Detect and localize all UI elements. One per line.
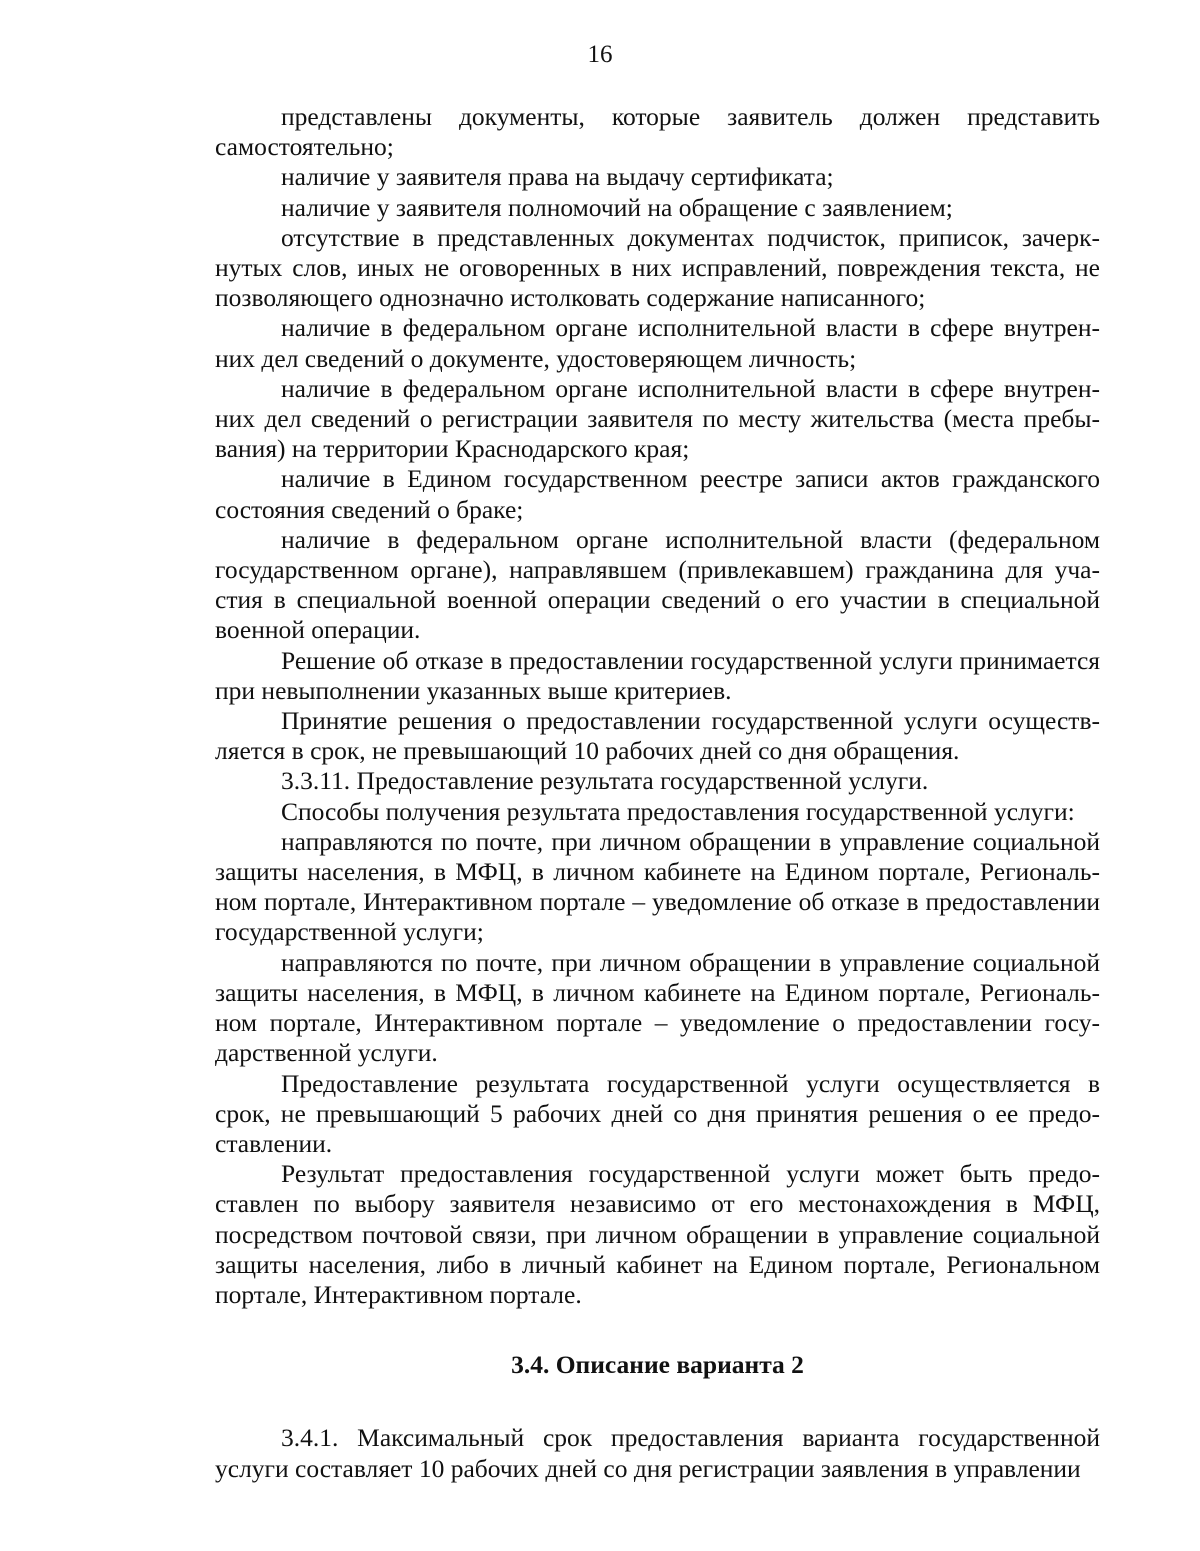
- paragraph: Решение об отказе в предоставлении государственной услуги принимается при невыполнении указанных выше критериев.: [215, 645, 1100, 705]
- section-paragraph: 3.4.1. Максимальный срок предоставления варианта государственной услуги составляет 10 рабочих дней со дня регистрации заявления в управлении: [215, 1423, 1100, 1483]
- paragraph: Предоставление результата государственной услуги осуществляется в срок, не превышающий 5 рабочих дней со дня принятия решения о ее предоставлении.: [215, 1068, 1100, 1158]
- section-heading: 3.4. Описание варианта 2: [511, 1350, 804, 1380]
- paragraph: отсутствие в представленных документах подчисток, приписок, зачеркнутых слов, иных не оговоренных в них исправлений, повреждения текста, не позволяющего однозначно истолковать содержание написанного;: [215, 222, 1100, 313]
- paragraph: Результат предоставления государственной услуги может быть предоставлен по выбору заявителя независимо от его местонахождения в МФЦ, посредством почтовой связи, при личном обращении в управление социальной защиты населения, либо в личный кабинет на Едином портале, Региональном портале, Интерактивном портале.: [215, 1159, 1100, 1309]
- paragraph: наличие в федеральном органе исполнительной власти (федеральном государственном органе), направлявшем (привлекавшем) гражданина для участия в специальной военной операции сведений о его участии в специальной военной операции.: [215, 524, 1100, 645]
- paragraph: наличие у заявителя полномочий на обращение с заявлением;: [281, 192, 953, 222]
- paragraph: направляются по почте, при личном обращении в управление социальной защиты населения, в МФЦ, в личном кабинете на Едином портале, Региональном портале, Интерактивном портале – уведомление об отказе в предоставлении государственной услуги;: [215, 826, 1100, 947]
- paragraph: 3.3.11. Предоставление результата государственной услуги.: [281, 766, 929, 796]
- document-body: [215, 102, 1100, 1484]
- paragraph: представлены документы, которые заявитель должен представить самостоятельно;: [215, 102, 1100, 162]
- paragraph: наличие у заявителя права на выдачу сертификата;: [281, 162, 834, 192]
- paragraph: наличие в федеральном органе исполнительной власти в сфере внутренних дел сведений о регистрации заявителя по месту жительства (места пребывания) на территории Краснодарского края;: [215, 373, 1100, 464]
- paragraph: Способы получения результата предоставления государственной услуги:: [281, 796, 1075, 826]
- page-number: 16: [587, 41, 613, 68]
- paragraph: наличие в Едином государственном реестре записи актов гражданского состояния сведений о браке;: [215, 464, 1100, 524]
- paragraph: наличие в федеральном органе исполнительной власти в сфере внутренних дел сведений о документе, удостоверяющем личность;: [215, 313, 1100, 373]
- paragraph: Принятие решения о предоставлении государственной услуги осуществляется в срок, не превышающий 10 рабочих дней со дня обращения.: [215, 706, 1100, 766]
- paragraph: направляются по почте, при личном обращении в управление социальной защиты населения, в МФЦ, в личном кабинете на Едином портале, Региональном портале, Интерактивном портале – уведомление о предоставлении государственной услуги.: [215, 947, 1100, 1068]
